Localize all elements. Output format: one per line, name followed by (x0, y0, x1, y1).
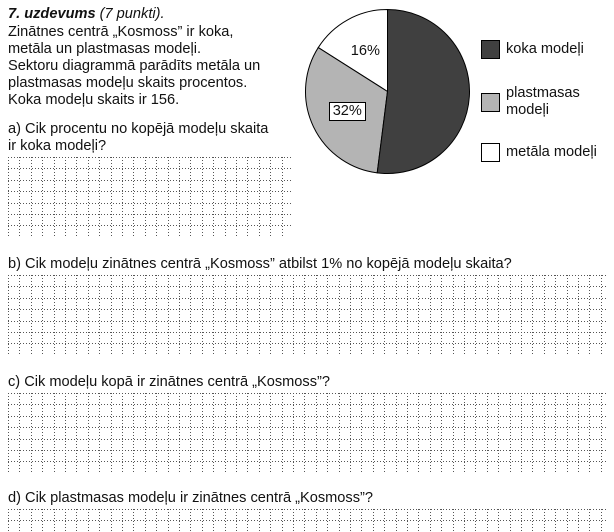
legend-swatch-koka (481, 40, 500, 59)
legend-label-plastmasas (506, 85, 580, 119)
answer-grid-a[interactable] (8, 157, 293, 237)
intro-line: Zinātnes centrā „Kosmoss” ir koka, (8, 24, 234, 40)
pie-slice-koka (377, 10, 469, 174)
legend-swatch-metala (481, 143, 500, 162)
answer-grid-b[interactable] (8, 275, 608, 355)
intro-line: plastmasas modeļu skaits procentos. (8, 75, 248, 91)
question-c: c) Cik modeļu kopā ir zinātnes centrā „Kosmoss”? (8, 374, 330, 390)
legend-swatch-plastmasas (481, 93, 500, 112)
answer-grid-d[interactable] (8, 509, 608, 532)
legend-label-line: plastmasas (506, 85, 580, 101)
question-a (8, 121, 268, 155)
grid-lines (8, 275, 608, 355)
legend-label-line: modeļi (506, 102, 549, 118)
answer-grid-c[interactable] (8, 393, 608, 473)
intro-line: Koka modeļu skaits ir 156. (8, 92, 180, 108)
task-intro (8, 24, 296, 109)
question-a-line: ir koka modeļi? (8, 138, 107, 154)
question-d: d) Cik plastmasas modeļu ir zinātnes centrā „Kosmoss”? (8, 490, 373, 506)
pie-label-metala: 16% (348, 43, 383, 60)
intro-line: metāla un plastmasas modeļi. (8, 41, 202, 57)
pie-chart (300, 4, 475, 179)
legend-item-metala (481, 143, 597, 162)
task-number: 7. uzdevums (8, 6, 96, 22)
legend-label-metala: metāla modeļi (506, 144, 597, 160)
grid-lines (8, 157, 293, 237)
legend-item-koka (481, 40, 584, 59)
task-title (8, 6, 165, 23)
grid-lines (8, 393, 608, 473)
question-a-line: a) Cik procentu no kopējā modeļu skaita (8, 121, 269, 137)
question-b: b) Cik modeļu zinātnes centrā „Kosmoss” atbilst 1% no kopējā modeļu skaita? (8, 256, 512, 272)
intro-line: Sektoru diagrammā parādīts metāla un (8, 58, 261, 74)
legend-item-plastmasas (481, 85, 580, 119)
legend-label-koka: koka modeļi (506, 41, 584, 57)
grid-lines (8, 509, 608, 532)
task-points: (7 punkti). (99, 6, 165, 22)
pie-label-plastmasas: 32% (329, 102, 366, 121)
